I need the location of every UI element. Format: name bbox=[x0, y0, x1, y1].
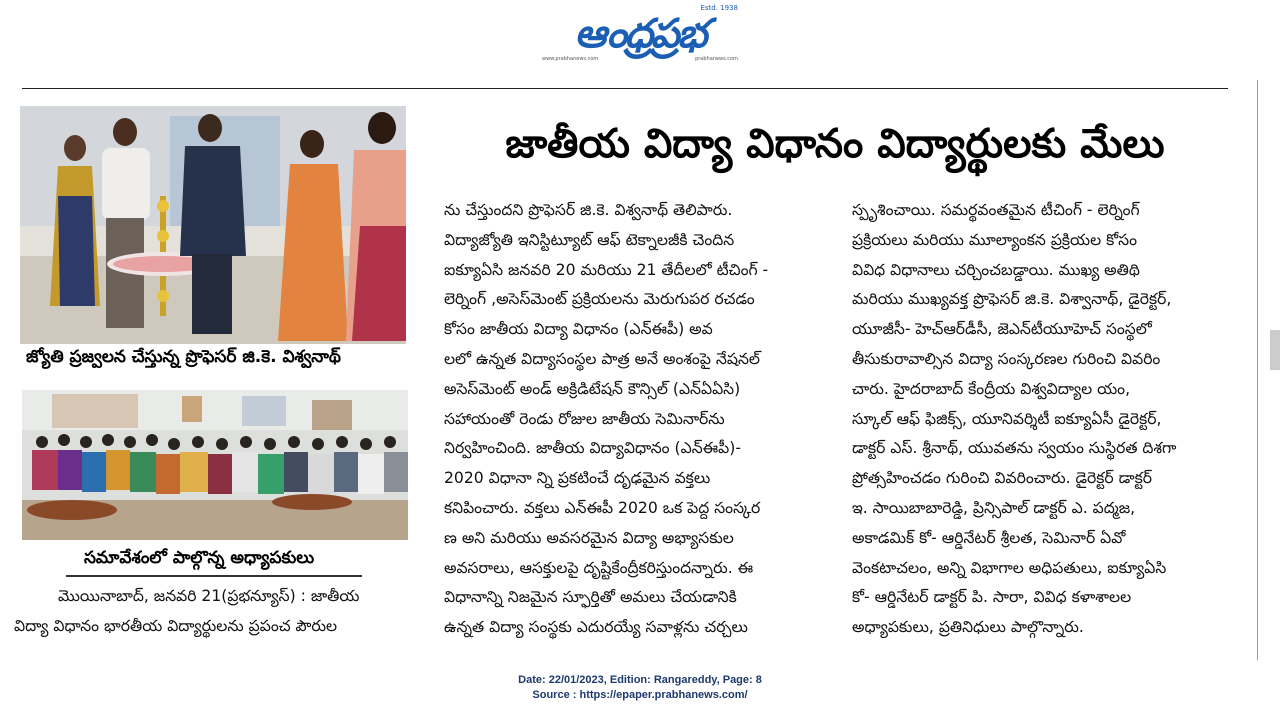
article-line: వివిధ విధానాలు చర్చించబడ్డాయి. ముఖ్య అతిథి bbox=[852, 260, 1140, 279]
article-line: మరియు ముఖ్యవక్త ప్రొఫెసర్ జి.కె. విశ్వానాథ్, డైరెక్టర్, bbox=[852, 290, 1172, 309]
article-line: స్పృశించాయి. సమర్థవంతమైన టీచింగ్ - లెర్నింగ్ bbox=[852, 201, 1140, 219]
article-line: విద్యాజ్యోతి ఇనిస్టిట్యూట్ ఆఫ్ టెక్నాలజీకి చెందిన bbox=[444, 230, 735, 249]
article-line: మొయినాబాద్, జనవరి 21(ప్రభన్యూస్) : జాతీయ bbox=[58, 587, 360, 605]
article-line: ప్రక్రియలు మరియు మూల్యాంకన ప్రక్రియల కోసం bbox=[852, 230, 1138, 249]
masthead-url-right: prabhanews.com bbox=[695, 56, 738, 62]
article-line: డాక్టర్ ఎస్. శ్రీనాథ్, యువతను స్వయం సుస్థిరత దిశగా bbox=[852, 439, 1177, 458]
article-line: సహాయంతో రెండు రోజుల జాతీయ సెమినార్‌ను bbox=[444, 409, 725, 428]
photo1-caption: జ్యోతి ప్రజ్వలన చేస్తున్న ప్రొఫెసర్ జి.కె. విశ్వనాథ్ bbox=[26, 347, 341, 367]
article-line: తీసుకురావాల్సిన విద్యా సంస్కరణల గురించి వివరిం bbox=[852, 349, 1161, 368]
newspaper-logo: ఆంధ్రప్రభ bbox=[574, 11, 706, 57]
article-line: చారు. హైదరాబాద్ కేంద్రీయ విశ్వవిద్యాల యం, bbox=[852, 379, 1131, 398]
article-line: అధ్యాపకులు, ప్రతినిధులు పాల్గొన్నారు. bbox=[852, 618, 1084, 637]
article-line: స్కూల్ ఆఫ్ ఫిజిక్స్, యూనివర్శిటీ ఐక్యూఏసీ డైరెక్టర్, bbox=[852, 409, 1162, 428]
article-line: కోసం జాతీయ విద్యా విధానం (ఎన్‌ఈపీ) అవ bbox=[444, 320, 713, 339]
header-divider bbox=[22, 88, 1228, 89]
article-line: కో- ఆర్డినేటర్ డాక్టర్ పి. సారా, వివిధ కళాశాలల bbox=[852, 588, 1132, 607]
caption-divider bbox=[66, 575, 362, 577]
page-edge-line bbox=[1257, 80, 1258, 660]
photo2-caption: సమావేశంలో పాల్గొన్న అధ్యాపకులు bbox=[84, 548, 315, 568]
article-line: లెర్నింగ్ ,అసెస్‌మెంట్ ప్రక్రియలను మెరుగుపర రచడం bbox=[444, 290, 755, 309]
article-line: ఇ. సాయిబాబారెడ్డి, ప్రిన్సిపాల్ డాక్టర్ ఎ. పద్మజ, bbox=[852, 498, 1136, 517]
article-line: ఉన్నత విద్యా సంస్థకు ఎదురయ్యే సవాళ్లను చర్చలు bbox=[444, 618, 748, 637]
article-line: ను చేస్తుందని ప్రొఫెసర్ జి.కె. విశ్వనాథ్ తెలిపారు. bbox=[444, 201, 733, 219]
article-line: అకాడమిక్ కో- ఆర్డినేటర్ శ్రీలత, సెమినార్ ఏవో bbox=[852, 528, 1126, 547]
article-line: వెంకటాచలం, అన్ని విభాగాల అధిపతులు, ఐక్యూఏసి bbox=[852, 558, 1167, 577]
article-line: ప్రోత్సహించడం గురించి వివరించారు. డైరెక్టర్ డాక్టర్ bbox=[852, 469, 1153, 488]
article-line: కనిపించారు. వక్తలు ఎన్‌ఈపీ 2020 ఒక పెద్ద సంస్కర bbox=[444, 498, 761, 517]
article-line: నిర్వహించింది. జాతీయ విద్యావిధానం (ఎన్‌ఈపీ)- bbox=[444, 439, 741, 458]
source-link[interactable]: Source : https://epaper.prabhanews.com/ bbox=[532, 689, 748, 701]
established-year: Estd. 1938 bbox=[700, 4, 738, 12]
audience-photo bbox=[22, 390, 408, 540]
article-line: 2020 విధానా న్ని ప్రకటించే దృఢమైన వక్తలు bbox=[444, 469, 711, 488]
article-line: ణ అని మరియు అవసరమైన విద్యా అభ్యాసకుల bbox=[444, 528, 734, 547]
masthead bbox=[540, 4, 740, 62]
edition-info: Date: 22/01/2023, Edition: Rangareddy, Page: 8 bbox=[518, 674, 762, 686]
article-line: విధానాన్ని నిజమైన స్ఫూర్తితో అమలు చేయడానికి bbox=[444, 588, 737, 607]
lamp-lighting-photo bbox=[20, 106, 406, 344]
scroll-edge-mark bbox=[1270, 330, 1280, 370]
article-line: లలో ఉన్నత విద్యాసంస్థల పాత్ర అనే అంశంపై నేషనల్ bbox=[444, 349, 760, 368]
article-line: అవసరాలు, ఆసక్తులపై దృష్టికేంద్రీకరిస్తుందన్నారు. ఈ bbox=[444, 558, 754, 577]
article-headline: జాతీయ విద్యా విధానం విద్యార్థులకు మేలు bbox=[505, 121, 1165, 167]
article-line: యూజీసీ- హెచ్‌ఆర్‌డీసీ, జెఎన్‌టీయూహెచ్ సంస్థలో bbox=[852, 320, 1152, 339]
article-line: ఐక్యూఏసి జనవరి 20 మరియు 21 తేదీలలో టీచింగ్ - bbox=[444, 260, 769, 279]
masthead-url-left: www.prabhanews.com bbox=[542, 56, 599, 62]
article-column-left bbox=[14, 582, 360, 642]
article-column-middle bbox=[444, 196, 768, 643]
article-line: విద్యా విధానం భారతీయ విద్యార్థులను ప్రపంచ పౌరుల bbox=[14, 616, 338, 635]
article-column-right bbox=[852, 196, 1176, 643]
article-line: అసెస్‌మెంట్ అండ్ అక్రిడిటేషన్ కౌన్సిల్ (ఎన్‌ఏఏసి) bbox=[444, 379, 741, 398]
